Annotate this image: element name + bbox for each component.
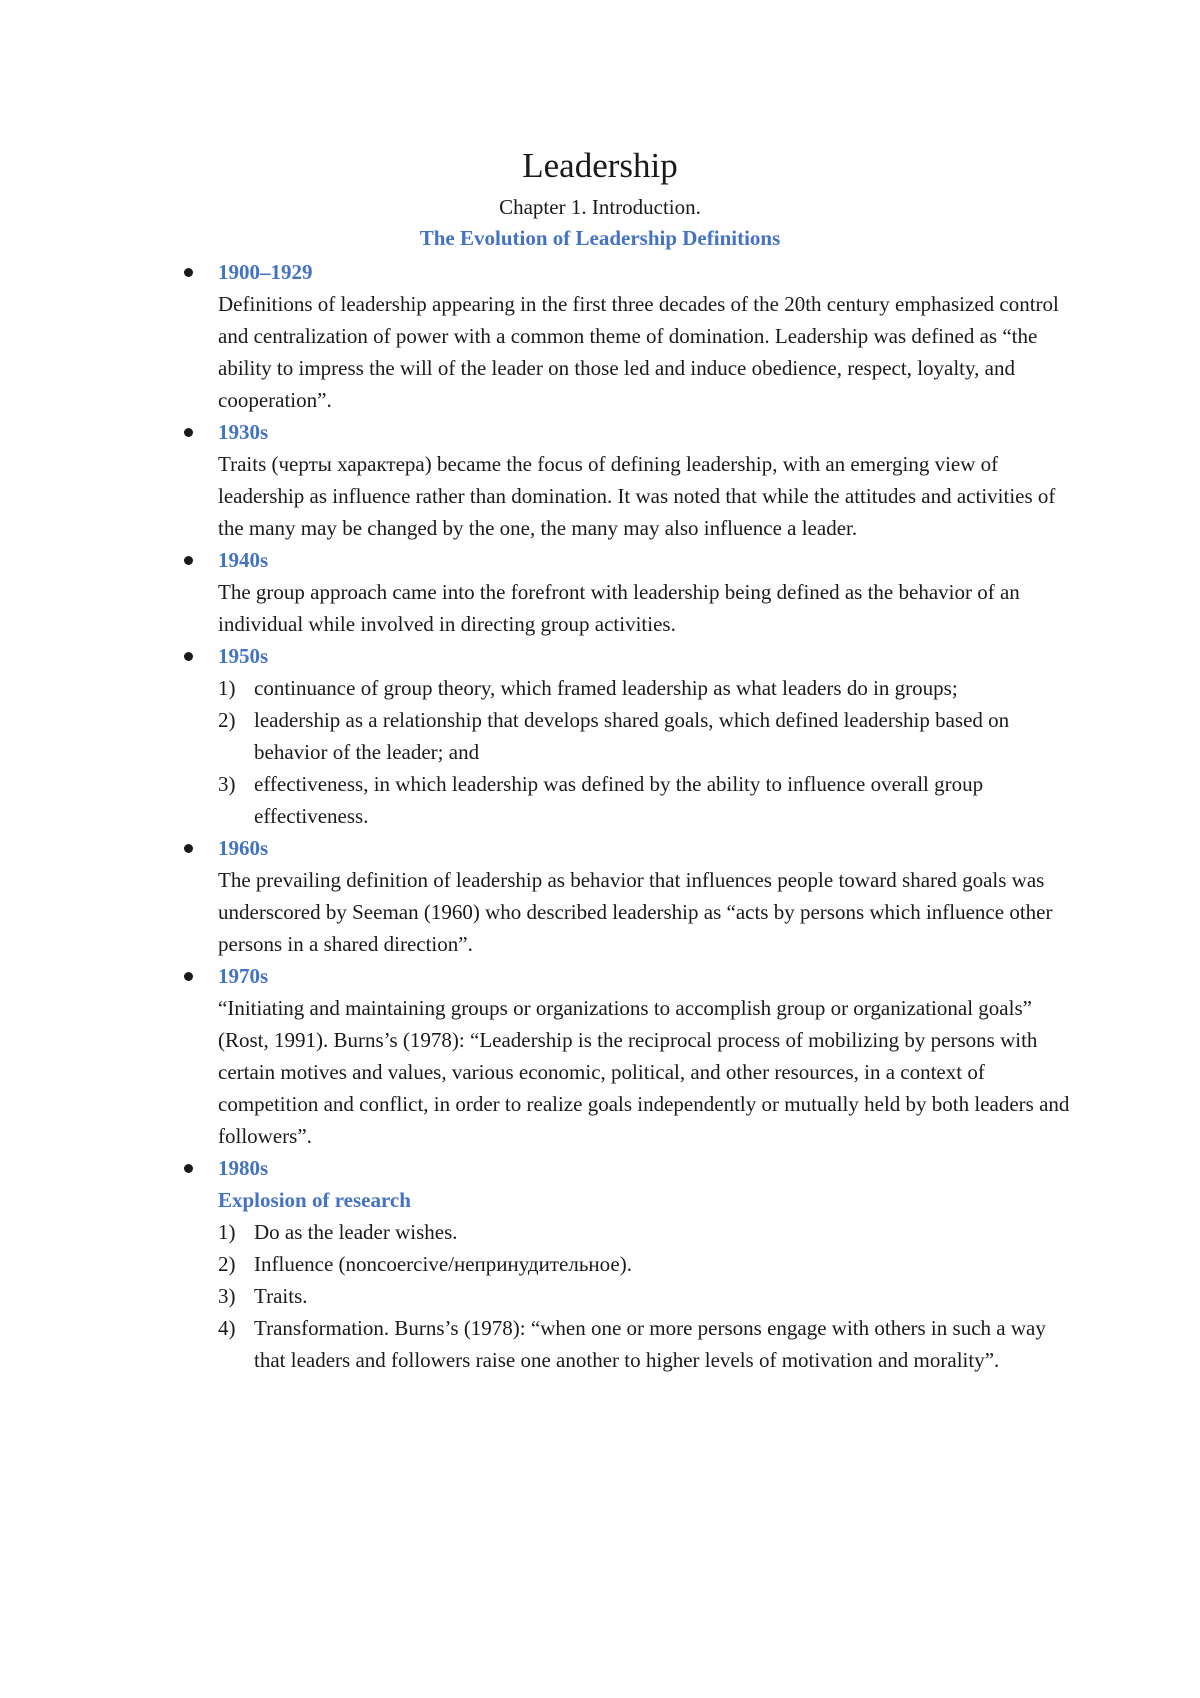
timeline-item-1970 bbox=[0, 960, 1200, 1152]
list-number: 3) bbox=[218, 1284, 236, 1308]
list-item-text: continuance of group theory, which framed leadership as what leaders do in groups; bbox=[254, 676, 958, 700]
era-description: Definitions of leadership appearing in the first three decades of the 20th century emphasized control and centralization of power with a common theme of domination. Leadership was defined as “the ability to impress the will of the leader on those led and induce obedience, respect, loyalty, and cooperation”. bbox=[218, 292, 1059, 412]
list-item bbox=[218, 768, 1080, 832]
list-number: 2) bbox=[218, 1252, 236, 1276]
timeline-item-1960 bbox=[0, 832, 1200, 960]
era-label: 1940s bbox=[218, 548, 269, 572]
bullet-icon bbox=[184, 556, 193, 565]
era-label: 1970s bbox=[218, 964, 269, 988]
list-item bbox=[218, 1248, 1080, 1280]
list-item-text: leadership as a relationship that develops shared goals, which defined leadership based on behavior of the leader; and bbox=[254, 708, 1010, 764]
list-item bbox=[218, 1280, 1080, 1312]
timeline-item-1930 bbox=[0, 416, 1200, 544]
list-item bbox=[218, 672, 1080, 704]
timeline-item-1950 bbox=[0, 640, 1200, 832]
era-label: 1930s bbox=[218, 420, 269, 444]
era-label: 1900–1929 bbox=[218, 260, 313, 284]
numbered-list bbox=[218, 672, 1080, 832]
era-description: Traits (черты характера) became the focus of defining leadership, with an emerging view of leadership as influence rather than domination. It was noted that while the attitudes and activities of the many may be changed by the one, the many may also influence a leader. bbox=[218, 452, 1056, 540]
list-number: 4) bbox=[218, 1316, 236, 1340]
list-item-text: Traits. bbox=[254, 1284, 308, 1308]
bullet-icon bbox=[184, 844, 193, 853]
era-label: 1960s bbox=[218, 836, 269, 860]
numbered-list bbox=[218, 1216, 1080, 1376]
list-number: 1) bbox=[218, 676, 236, 700]
timeline-item-1900 bbox=[0, 256, 1200, 416]
list-item-text: Influence (noncoercive/непринудительное). bbox=[254, 1252, 632, 1276]
bullet-icon bbox=[184, 268, 193, 277]
era-subheading: Explosion of research bbox=[218, 1188, 411, 1212]
list-item-text: effectiveness, in which leadership was defined by the ability to influence overall group effectiveness. bbox=[254, 772, 984, 828]
era-description: The prevailing definition of leadership as behavior that influences people toward shared goals was underscored by Seeman (1960) who described leadership as “acts by persons which influence other persons in a shared direction”. bbox=[218, 868, 1053, 956]
list-number: 2) bbox=[218, 708, 236, 732]
era-description: “Initiating and maintaining groups or organizations to accomplish group or organizational goals” (Rost, 1991). Burns’s (1978): “Leadership is the reciprocal process of mobilizing by persons with certain motives and values, various economic, political, and other resources, in a context of competition and conflict, in order to realize goals independently or mutually held by both leaders and followers”. bbox=[218, 996, 1070, 1148]
timeline-item-1940 bbox=[0, 544, 1200, 640]
era-label: 1950s bbox=[218, 644, 269, 668]
timeline-item-1980 bbox=[0, 1152, 1200, 1376]
document-title: Leadership bbox=[522, 146, 678, 185]
timeline-list bbox=[0, 256, 1200, 1376]
bullet-icon bbox=[184, 972, 193, 981]
list-number: 3) bbox=[218, 772, 236, 796]
bullet-icon bbox=[184, 652, 193, 661]
chapter-subtitle: Chapter 1. Introduction. bbox=[499, 195, 701, 219]
bullet-icon bbox=[184, 428, 193, 437]
section-heading: The Evolution of Leadership Definitions bbox=[419, 226, 781, 250]
list-number: 1) bbox=[218, 1220, 236, 1244]
list-item bbox=[218, 1312, 1080, 1376]
list-item-text: Transformation. Burns’s (1978): “when one or more persons engage with others in such a way that leaders and followers raise one another to higher levels of motivation and morality”. bbox=[254, 1316, 1046, 1372]
era-description: The group approach came into the forefront with leadership being defined as the behavior of an individual while involved in directing group activities. bbox=[218, 580, 1020, 636]
list-item-text: Do as the leader wishes. bbox=[254, 1220, 458, 1244]
list-item bbox=[218, 1216, 1080, 1248]
bullet-icon bbox=[184, 1164, 193, 1173]
era-label: 1980s bbox=[218, 1156, 269, 1180]
list-item bbox=[218, 704, 1080, 768]
